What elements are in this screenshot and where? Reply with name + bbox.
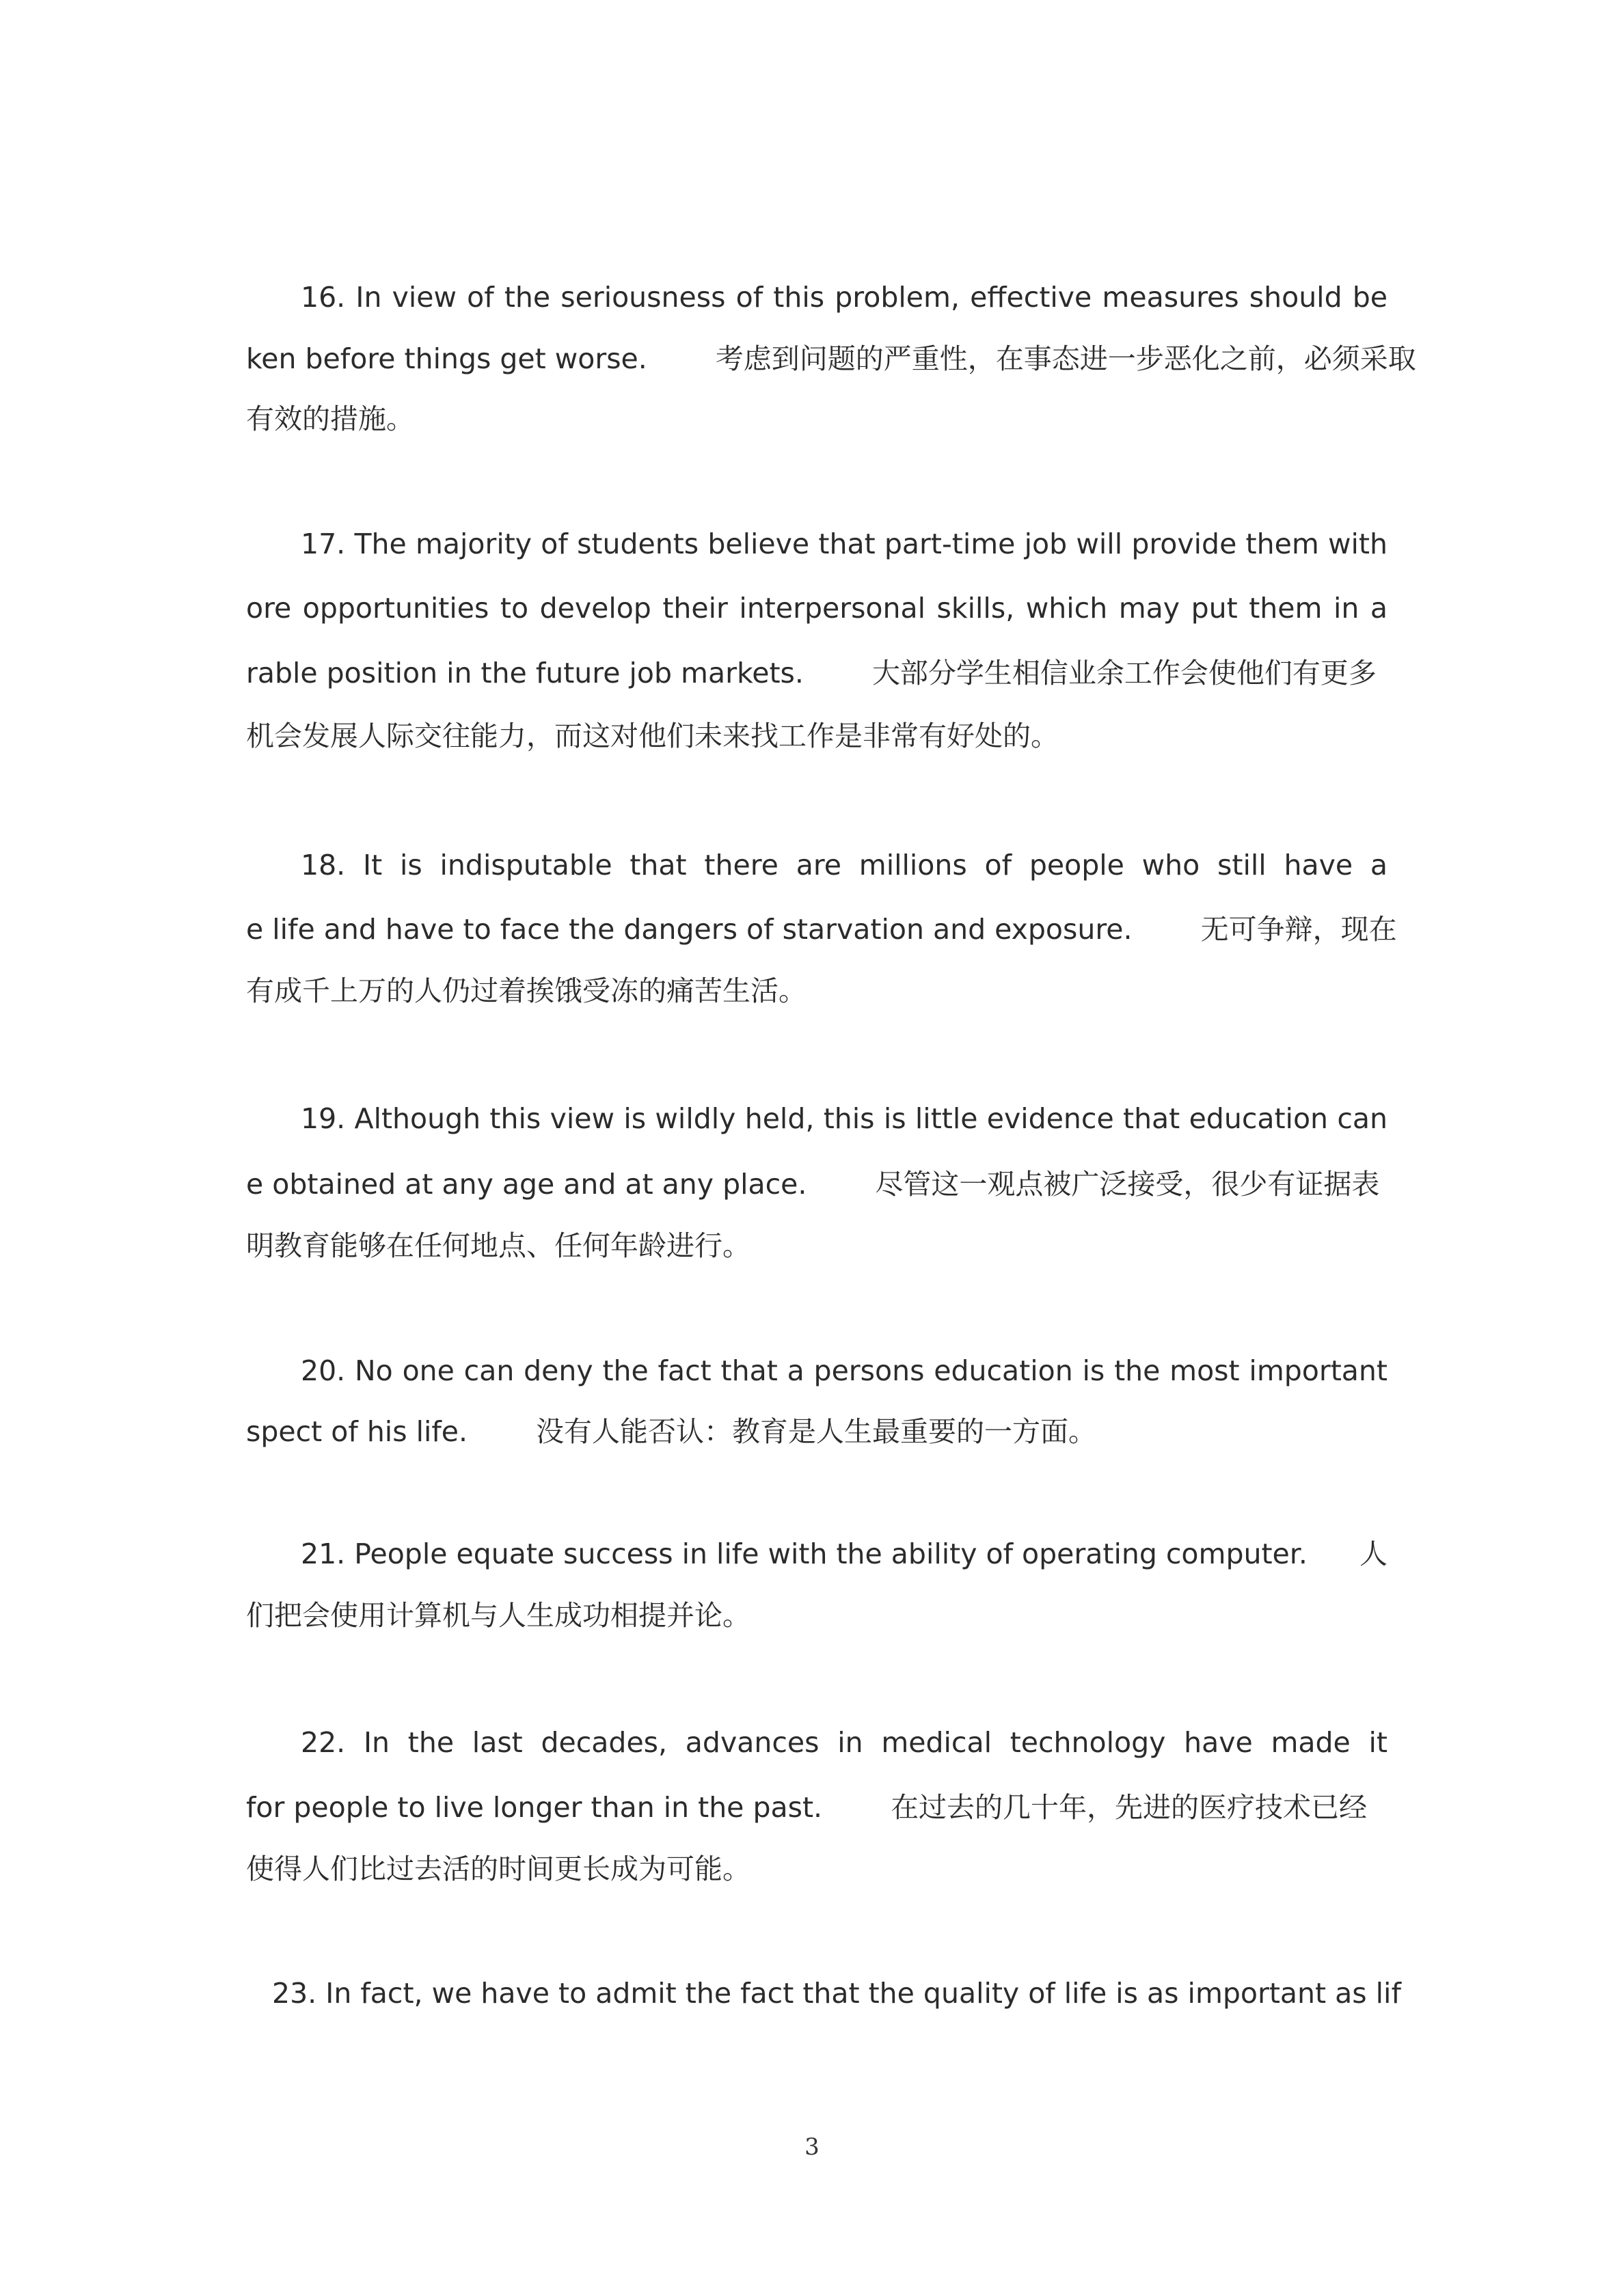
paragraph-21-line-2: 们把会使⽤计算机与⼈⽣成功相提并论。 xyxy=(246,1599,750,1632)
paragraph-22-line-1: 22. In the last decades, advances in medical technology have made it xyxy=(301,1726,1388,1759)
paragraph-20-line-1: 20. No one can deny the fact that a persons education is the most important xyxy=(301,1354,1388,1387)
paragraph-16-translation: 考虑到问题的严重性，在事态进⼀步恶化之前，必须采取 xyxy=(715,342,1416,375)
paragraph-16-line-1: 16. In view of the seriousness of this problem, effective measures should be xyxy=(301,281,1388,314)
paragraph-18-translation: ⽆可争辩，现在 xyxy=(1200,913,1397,946)
paragraph-17-line-3: rable position in the future job markets. ⼤部分学⽣相信业余⼯作会使他们有更多 xyxy=(246,657,1377,689)
paragraph-19-line-3: 明教育能够在任何地点、任何年龄进⾏。 xyxy=(246,1229,750,1262)
paragraph-20-line-2: spect of his life. 没有⼈能否认：教育是⼈⽣最重要的⼀⽅⾯。 xyxy=(246,1415,1097,1448)
paragraph-16-line-3: 有效的措施。 xyxy=(246,402,414,435)
paragraph-19-line-2: e obtained at any age and at any place. 尽管这⼀观点被⼴泛接受，很少有证据表 xyxy=(246,1168,1380,1201)
paragraph-19-line-1: 19. Although this view is wildly held, this is little evidence that education can xyxy=(301,1102,1388,1135)
paragraph-22-translation: 在过去的⼏⼗年，先进的医疗技术已经 xyxy=(891,1791,1368,1824)
paragraph-17-translation: ⼤部分学⽣相信业余⼯作会使他们有更多 xyxy=(871,657,1377,689)
paragraph-22-line-2: for people to live longer than in the past. 在过去的⼏⼗年，先进的医疗技术已经 xyxy=(246,1791,1368,1824)
paragraph-21-translation-start: ⼈ xyxy=(1359,1538,1388,1570)
paragraph-22-line-3: 使得⼈们⽐过去活的时间更长成为可能。 xyxy=(246,1853,750,1885)
paragraph-18-line-3: 有成千上万的⼈仍过着挨饿受冻的痛苦⽣活。 xyxy=(246,974,807,1007)
paragraph-16-line-2: ken before things get worse. 考虑到问题的严重性，在事态进⼀步恶化之前，必须采取 xyxy=(246,342,1416,375)
paragraph-20-translation: 没有⼈能否认：教育是⼈⽣最重要的⼀⽅⾯。 xyxy=(536,1415,1097,1448)
paragraph-17-line-4: 机会发展⼈际交往能⼒，⽽这对他们未来找⼯作是⾮常有好处的。 xyxy=(246,720,1059,752)
page-number: 3 xyxy=(804,2133,820,2161)
paragraph-21-line-1: 21. People equate success in life with the ability of operating computer. ⼈ xyxy=(301,1533,1388,1574)
paragraph-18-line-1: 18. It is indisputable that there are millions of people who still have a xyxy=(301,849,1388,882)
paragraph-19-translation: 尽管这⼀观点被⼴泛接受，很少有证据表 xyxy=(875,1168,1380,1201)
paragraph-17-line-1: 17. The majority of students believe that part-time job will provide them with xyxy=(301,528,1388,560)
paragraph-18-line-2: e life and have to face the dangers of starvation and exposure. ⽆可争辩，现在 xyxy=(246,913,1397,946)
paragraph-17-line-2: ore opportunities to develop their interpersonal skills, which may put them in a xyxy=(246,592,1388,625)
paragraph-23-line-1: 23. In fact, we have to admit the fact that the quality of life is as important as lif xyxy=(272,1977,1401,2010)
